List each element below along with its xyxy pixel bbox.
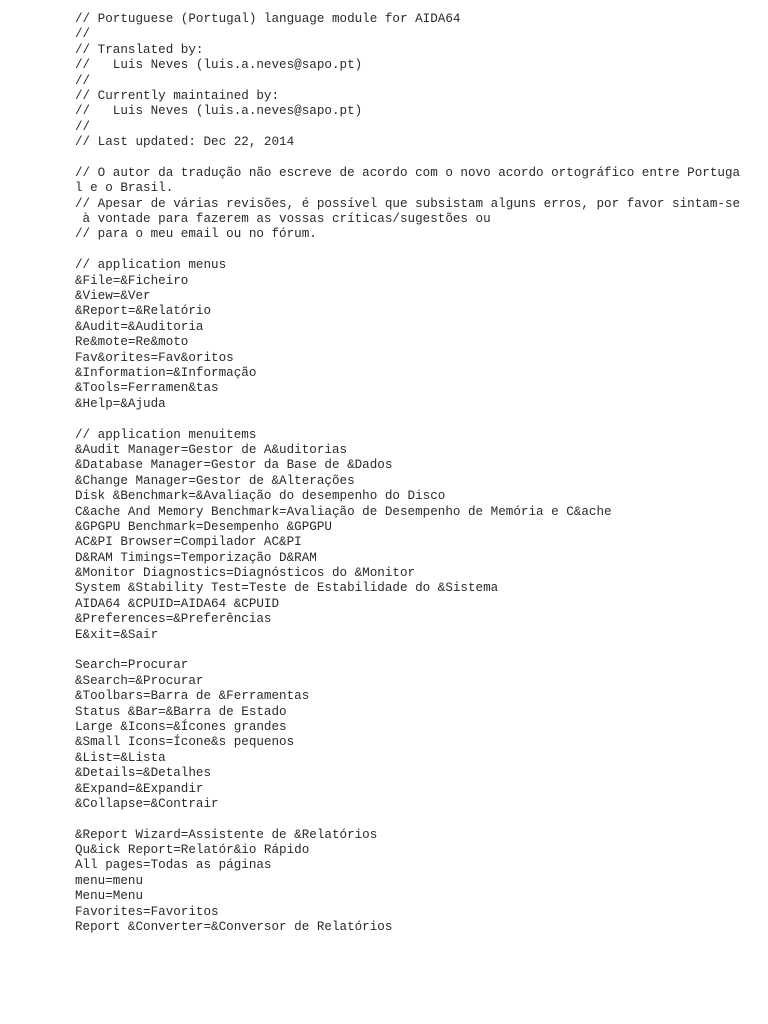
- text-line: System &Stability Test=Teste de Estabilidade do &Sistema: [75, 581, 499, 596]
- text-line: à vontade para fazerem as vossas críticas/sugestões ou: [75, 212, 491, 227]
- text-line: Status &Bar=&Barra de Estado: [75, 704, 287, 719]
- text-line: &Details=&Detalhes: [75, 766, 212, 781]
- text-line: &Search=&Procurar: [75, 673, 204, 688]
- text-line: &Expand=&Expandir: [75, 781, 204, 796]
- text-line: //: [75, 119, 91, 134]
- text-line: // Last updated: Dec 22, 2014: [75, 135, 295, 150]
- text-line: l e o Brasil.: [75, 181, 174, 196]
- text-line: Fav&orites=Fav&oritos: [75, 350, 234, 365]
- text-line: Menu=Menu: [75, 889, 144, 904]
- text-line: C&ache And Memory Benchmark=Avaliação de Desempenho de Memória e C&ache: [75, 504, 612, 519]
- text-line: AIDA64 &CPUID=AIDA64 &CPUID: [75, 596, 280, 611]
- blank-line: [75, 412, 743, 427]
- text-line: //: [75, 27, 91, 42]
- text-line: &Toolbars=Barra de &Ferramentas: [75, 689, 310, 704]
- text-line: &Preferences=&Preferências: [75, 612, 272, 627]
- text-line: // Apesar de várias revisões, é possível que subsistam alguns erros, por favor sintam-se: [75, 196, 741, 211]
- text-line: // application menus: [75, 258, 227, 273]
- text-line: &Audit=&Auditoria: [75, 319, 204, 334]
- text-line: //: [75, 73, 91, 88]
- text-line: &File=&Ficheiro: [75, 273, 189, 288]
- text-line: All pages=Todas as páginas: [75, 858, 272, 873]
- blank-line: [75, 151, 743, 166]
- text-line: // Luis Neves (luis.a.neves@sapo.pt): [75, 104, 363, 119]
- blank-line: [75, 243, 743, 258]
- blank-line: [75, 643, 743, 658]
- text-line: &Report=&Relatório: [75, 304, 212, 319]
- text-line: // O autor da tradução não escreve de acordo com o novo acordo ortográfico entre Portuga: [75, 165, 741, 180]
- text-line: // Translated by:: [75, 42, 204, 57]
- text-line: &Tools=Ferramen&tas: [75, 381, 219, 396]
- text-line: &List=&Lista: [75, 750, 166, 765]
- blank-line: [75, 812, 743, 827]
- text-line: D&RAM Timings=Temporização D&RAM: [75, 550, 317, 565]
- text-line: Favorites=Favoritos: [75, 904, 219, 919]
- text-line: &View=&Ver: [75, 289, 151, 304]
- document-text: [75, 12, 743, 935]
- text-line: &Audit Manager=Gestor de A&uditorias: [75, 442, 348, 457]
- text-line: &Information=&Informação: [75, 365, 257, 380]
- text-line: E&xit=&Sair: [75, 627, 159, 642]
- text-line: Re&mote=Re&moto: [75, 335, 189, 350]
- text-line: AC&PI Browser=Compilador AC&PI: [75, 535, 302, 550]
- text-line: Report &Converter=&Conversor de Relatórios: [75, 920, 393, 935]
- text-line: &GPGPU Benchmark=Desempenho &GPGPU: [75, 519, 332, 534]
- text-line: Disk &Benchmark=&Avaliação do desempenho do Disco: [75, 489, 446, 504]
- text-line: Search=Procurar: [75, 658, 189, 673]
- text-line: &Change Manager=Gestor de &Alterações: [75, 473, 355, 488]
- text-line: &Report Wizard=Assistente de &Relatórios: [75, 827, 378, 842]
- text-line: // para o meu email ou no fórum.: [75, 227, 317, 242]
- text-line: &Small Icons=Ícone&s pequenos: [75, 735, 295, 750]
- text-line: // application menuitems: [75, 427, 257, 442]
- text-line: Qu&ick Report=Relatór&io Rápido: [75, 843, 310, 858]
- text-line: &Help=&Ajuda: [75, 396, 166, 411]
- text-line: menu=menu: [75, 873, 144, 888]
- text-line: // Currently maintained by:: [75, 88, 280, 103]
- text-line: Large &Icons=&Ícones grandes: [75, 719, 287, 734]
- text-line: &Monitor Diagnostics=Diagnósticos do &Monitor: [75, 566, 416, 581]
- text-line: &Collapse=&Contrair: [75, 796, 219, 811]
- text-line: // Portuguese (Portugal) language module for AIDA64: [75, 12, 461, 26]
- text-line: &Database Manager=Gestor da Base de &Dados: [75, 458, 393, 473]
- text-line: // Luis Neves (luis.a.neves@sapo.pt): [75, 58, 363, 73]
